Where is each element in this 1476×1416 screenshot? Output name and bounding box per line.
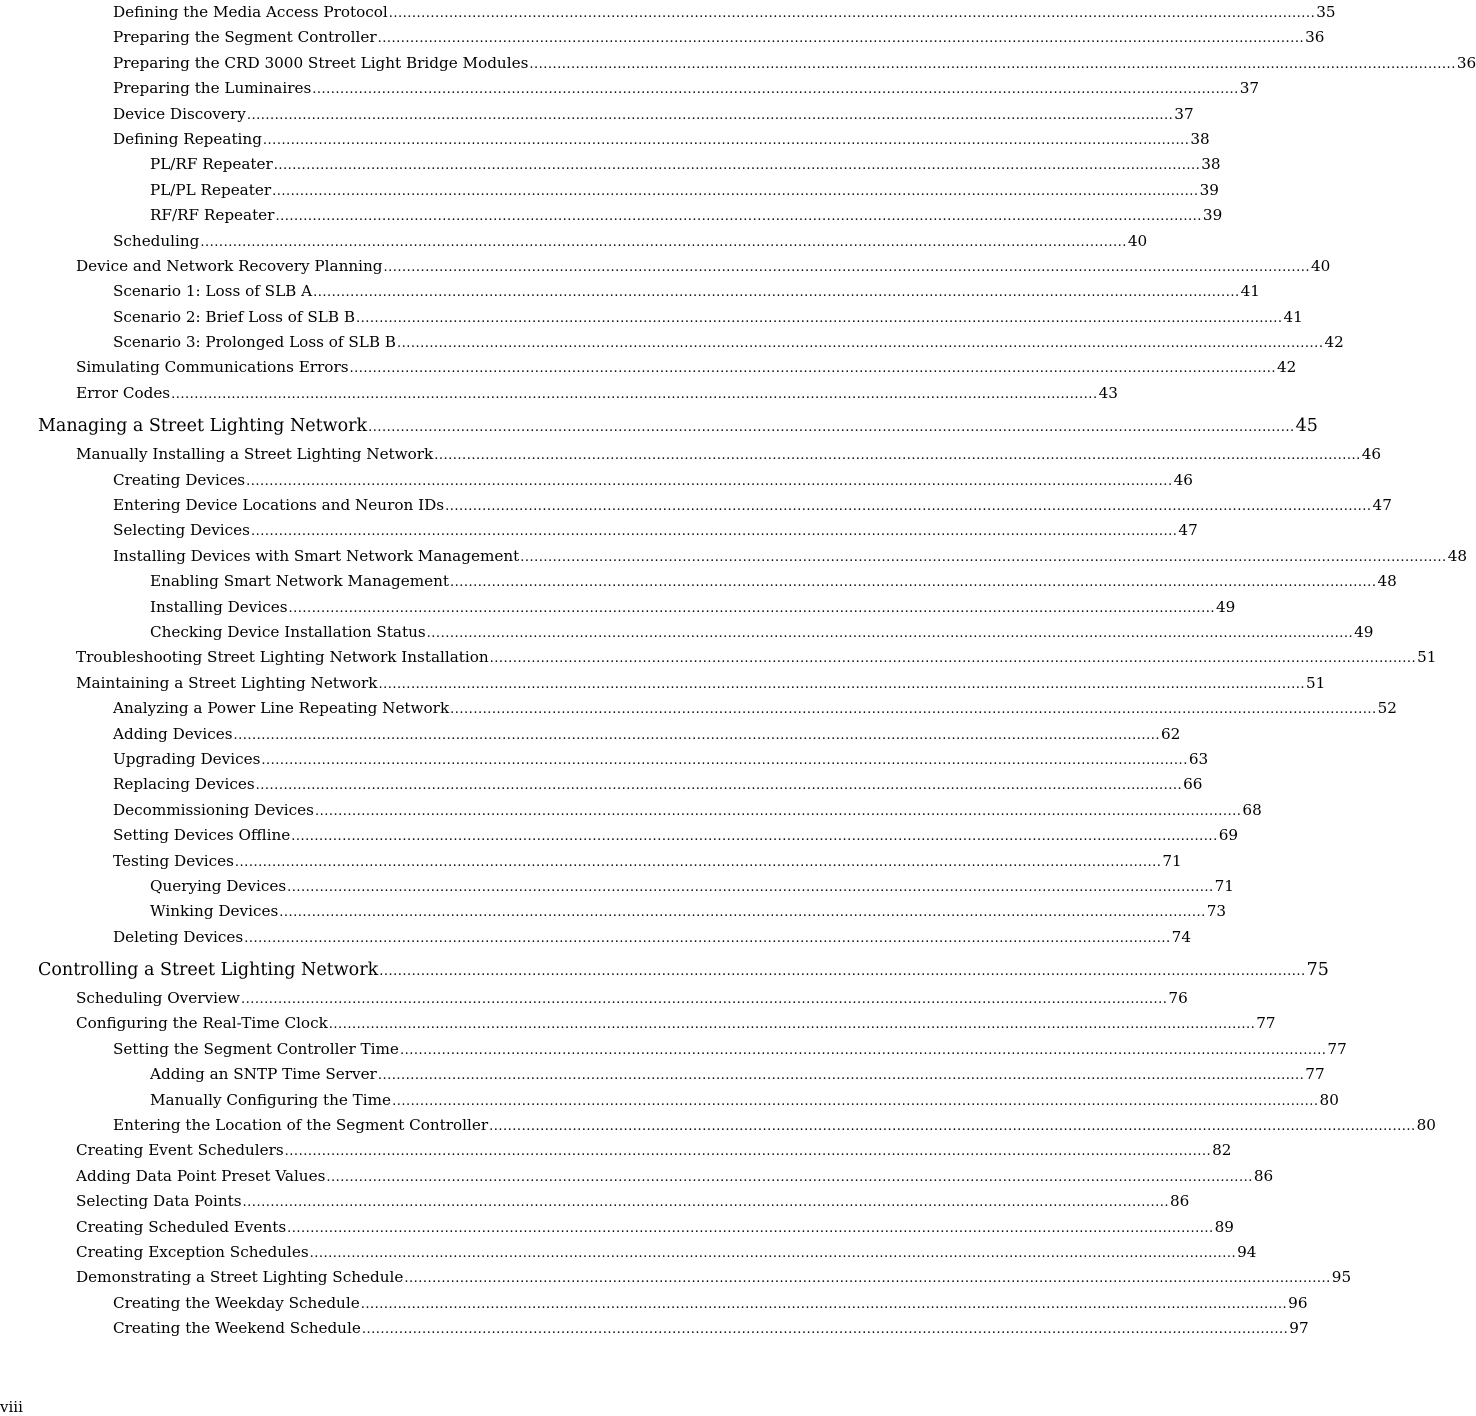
toc-entry[interactable] xyxy=(0,279,1260,304)
toc-entry-title: Manually Installing a Street Lighting Network xyxy=(76,445,434,464)
dot-leader: ........................................................................................................................................................................................................ xyxy=(396,336,1324,352)
dot-leader: ........................................................................................................................................................................................................ xyxy=(326,1169,1253,1185)
toc-entry-page: 38 xyxy=(1201,155,1221,174)
toc-entry-title: Adding an SNTP Time Server xyxy=(150,1065,377,1084)
toc-entry-page: 66 xyxy=(1183,775,1203,794)
dot-leader: ........................................................................................................................................................................................................ xyxy=(240,992,1168,1008)
dot-leader: ........................................................................................................................................................................................................ xyxy=(388,6,1316,21)
toc-entry[interactable] xyxy=(0,645,1437,670)
toc-entry-title: Simulating Communications Errors xyxy=(76,358,349,377)
toc-entry[interactable] xyxy=(0,51,1476,76)
toc-entry-title: Device and Network Recovery Planning xyxy=(76,256,383,275)
toc-entry-page: 51 xyxy=(1305,673,1326,692)
toc-entry-title: Maintaining a Street Lighting Network xyxy=(76,673,378,692)
toc-entry[interactable] xyxy=(0,1011,1276,1036)
dot-leader: ........................................................................................................................................................................................................ xyxy=(171,386,1098,402)
toc-entry[interactable] xyxy=(0,152,1221,177)
toc-entry-title: Manually Configuring the Time xyxy=(150,1090,392,1109)
toc-entry-title: Checking Device Installation Status xyxy=(150,622,426,641)
dot-leader: ........................................................................................................................................................................................................ xyxy=(261,752,1188,768)
dot-leader: ........................................................................................................................................................................................................ xyxy=(383,259,1310,275)
toc-entry-title: Creating Exception Schedules xyxy=(76,1242,309,1261)
toc-entry-page: 47 xyxy=(1372,496,1392,515)
dot-leader: ........................................................................................................................................................................................................ xyxy=(246,107,1174,123)
toc-entry[interactable] xyxy=(0,798,1262,823)
toc-entry-page: 48 xyxy=(1377,572,1397,591)
toc-entry-page: 38 xyxy=(1190,129,1210,148)
dot-leader: ........................................................................................................................................................................................................ xyxy=(377,31,1305,47)
toc-entry-page: 96 xyxy=(1288,1293,1308,1312)
toc-entry-page: 71 xyxy=(1162,851,1182,870)
toc-entry[interactable] xyxy=(0,518,1198,543)
dot-leader: ........................................................................................................................................................................................................ xyxy=(360,1296,1288,1312)
toc-entry-title: Setting the Segment Controller Time xyxy=(113,1039,399,1058)
dot-leader: ........................................................................................................................................................................................................ xyxy=(377,1068,1305,1084)
toc-entry-page: 80 xyxy=(1319,1090,1339,1109)
toc-entry[interactable] xyxy=(0,823,1239,848)
toc-entry[interactable] xyxy=(0,874,1234,899)
toc-entry-title: Scenario 1: Loss of SLB A xyxy=(113,282,313,301)
toc-entry-page: 41 xyxy=(1283,307,1303,326)
toc-entry-title: Scheduling xyxy=(113,231,200,250)
dot-leader: ........................................................................................................................................................................................................ xyxy=(262,132,1190,148)
toc-entry[interactable] xyxy=(0,1291,1308,1316)
toc-entry-title: Querying Devices xyxy=(150,876,287,895)
dot-leader: ........................................................................................................................................................................................................ xyxy=(314,803,1242,819)
dot-leader: ........................................................................................................................................................................................................ xyxy=(288,600,1215,616)
dot-leader: ........................................................................................................................................................................................................ xyxy=(234,854,1162,870)
toc-entry[interactable] xyxy=(0,330,1344,355)
dot-leader: ........................................................................................................................................................................................................ xyxy=(434,448,1361,464)
toc-entry[interactable] xyxy=(0,178,1219,203)
toc-entry-title: Selecting Data Points xyxy=(76,1192,242,1211)
toc-entry-title: Decommissioning Devices xyxy=(113,800,314,819)
toc-entry-page: 77 xyxy=(1305,1065,1325,1084)
toc-entry-page: 77 xyxy=(1256,1014,1276,1033)
toc-entry-title: Device Discovery xyxy=(113,104,246,123)
toc-entry-title: Adding Devices xyxy=(113,724,233,743)
dot-leader: ........................................................................................................................................................................................................ xyxy=(250,524,1178,540)
toc-entry[interactable] xyxy=(0,1164,1274,1189)
dot-leader: ........................................................................................................................................................................................................ xyxy=(378,676,1305,692)
toc-entry-page: 86 xyxy=(1170,1192,1190,1211)
toc-entry-title: Selecting Devices xyxy=(113,521,250,540)
dot-leader: ........................................................................................................................................................................................................ xyxy=(273,158,1201,174)
toc-entry[interactable] xyxy=(0,849,1182,874)
toc-entry-title: Creating Event Schedulers xyxy=(76,1141,284,1160)
toc-entry[interactable] xyxy=(0,899,1227,924)
toc-entry-page: 51 xyxy=(1417,648,1437,667)
toc-entry-page: 71 xyxy=(1214,876,1234,895)
toc-entry-title: Upgrading Devices xyxy=(113,749,261,768)
toc-entry[interactable] xyxy=(0,772,1203,797)
toc-entry-page: 46 xyxy=(1361,445,1382,464)
toc-entry-page: 35 xyxy=(1316,3,1336,21)
toc-entry-title: Troubleshooting Street Lighting Network Installation xyxy=(76,648,489,667)
toc-entry-page: 52 xyxy=(1377,699,1397,718)
toc-entry-title: Preparing the Segment Controller xyxy=(113,28,377,47)
toc-entry-page: 37 xyxy=(1174,104,1194,123)
toc-entry[interactable] xyxy=(0,671,1326,696)
toc-entry-title: Scenario 3: Prolonged Loss of SLB B xyxy=(113,333,396,352)
toc-entry-page: 36 xyxy=(1305,28,1325,47)
toc-entry[interactable] xyxy=(0,76,1260,101)
dot-leader: ........................................................................................................................................................................................................ xyxy=(404,1271,1331,1287)
toc-entry[interactable] xyxy=(0,1316,1309,1341)
toc-entry-title: Configuring the Real-Time Clock xyxy=(76,1014,328,1033)
dot-leader: ........................................................................................................................................................................................................ xyxy=(445,499,1372,515)
toc-entry-title: Defining Repeating xyxy=(113,129,262,148)
toc-entry[interactable] xyxy=(0,1088,1339,1113)
toc-entry[interactable] xyxy=(0,747,1209,772)
toc-entry-title: Analyzing a Power Line Repeating Network xyxy=(113,699,450,718)
toc-entry-title: Setting Devices Offline xyxy=(113,826,291,845)
toc-entry-page: 36 xyxy=(1456,53,1476,72)
toc-entry-page: 42 xyxy=(1276,358,1297,377)
toc-entry-page: 68 xyxy=(1242,800,1262,819)
toc-entry[interactable] xyxy=(0,722,1181,747)
toc-entry-page: 95 xyxy=(1331,1268,1352,1287)
dot-leader: ........................................................................................................................................................................................................ xyxy=(242,1195,1170,1211)
toc-chapter-entry[interactable] xyxy=(0,957,1329,984)
dot-leader: ........................................................................................................................................................................................................ xyxy=(309,1245,1237,1261)
toc-entry[interactable] xyxy=(0,1189,1190,1214)
dot-leader: ........................................................................................................................................................................................................ xyxy=(450,702,1377,718)
dot-leader: ........................................................................................................................................................................................................ xyxy=(284,1144,1212,1160)
toc-entry-page: 69 xyxy=(1218,826,1239,845)
dot-leader: ........................................................................................................................................................................................................ xyxy=(287,879,1214,895)
toc-entry-title: Error Codes xyxy=(76,383,171,402)
toc-entry-title: Scheduling Overview xyxy=(76,989,240,1008)
toc-entry-page: 40 xyxy=(1310,256,1331,275)
toc-entry-title: Winking Devices xyxy=(150,902,279,921)
toc-entry-page: 89 xyxy=(1214,1217,1234,1236)
toc-entry-title: Controlling a Street Lighting Network xyxy=(38,960,379,981)
dot-leader: ........................................................................................................................................................................................................ xyxy=(529,56,1456,72)
toc-entry-title: Installing Devices xyxy=(150,597,288,616)
dot-leader: ........................................................................................................................................................................................................ xyxy=(246,473,1173,489)
dot-leader: ........................................................................................................................................................................................................ xyxy=(255,778,1183,794)
toc-entry-page: 86 xyxy=(1253,1166,1274,1185)
toc-entry-title: Installing Devices with Smart Network Management xyxy=(113,546,520,565)
toc-entry-page: 42 xyxy=(1324,333,1344,352)
toc-entry[interactable] xyxy=(0,0,1336,25)
toc-chapter-entry[interactable] xyxy=(0,413,1318,440)
toc-entry[interactable] xyxy=(0,696,1397,721)
toc-entry[interactable] xyxy=(0,1037,1347,1062)
toc-entry-page: 94 xyxy=(1237,1242,1257,1261)
toc-entry-page: 76 xyxy=(1168,989,1188,1008)
toc-entry-title: Deleting Devices xyxy=(113,927,244,946)
toc-entry[interactable] xyxy=(0,1265,1352,1290)
toc-entry-page: 80 xyxy=(1416,1116,1436,1135)
dot-leader: ........................................................................................................................................................................................................ xyxy=(272,183,1199,199)
toc-entry[interactable] xyxy=(0,1062,1325,1087)
dot-leader: ........................................................................................................................................................................................................ xyxy=(361,1322,1289,1338)
toc-entry-title: PL/PL Repeater xyxy=(150,180,272,199)
toc-entry-page: 46 xyxy=(1173,470,1193,489)
dot-leader: ........................................................................................................................................................................................................ xyxy=(426,625,1354,641)
toc-entry-page: 49 xyxy=(1354,622,1374,641)
toc-entry-title: Defining the Media Access Protocol xyxy=(113,3,388,21)
dot-leader: ........................................................................................................................................................................................................ xyxy=(349,361,1276,377)
toc-entry-page: 74 xyxy=(1171,927,1191,946)
toc-entry[interactable] xyxy=(0,544,1468,569)
toc-entry-page: 45 xyxy=(1295,416,1318,437)
dot-leader: ........................................................................................................................................................................................................ xyxy=(489,1119,1416,1135)
dot-leader: ........................................................................................................................................................................................................ xyxy=(328,1017,1256,1033)
toc-entry[interactable] xyxy=(0,1113,1436,1138)
toc-entry-title: Enabling Smart Network Management xyxy=(150,572,449,591)
dot-leader: ........................................................................................................................................................................................................ xyxy=(368,420,1295,436)
toc-entry-title: PL/RF Repeater xyxy=(150,155,273,174)
dot-leader: ........................................................................................................................................................................................................ xyxy=(379,964,1306,980)
toc-entry-page: 37 xyxy=(1239,79,1260,98)
toc-entry-title: Entering Device Locations and Neuron IDs xyxy=(113,496,445,515)
toc-entry[interactable] xyxy=(0,127,1210,152)
toc-entry[interactable] xyxy=(0,925,1191,950)
toc-entry-title: Testing Devices xyxy=(113,851,234,870)
dot-leader: ........................................................................................................................................................................................................ xyxy=(449,575,1377,591)
toc-entry-page: 48 xyxy=(1447,546,1468,565)
toc-entry-title: Creating the Weekend Schedule xyxy=(113,1319,361,1338)
dot-leader: ........................................................................................................................................................................................................ xyxy=(291,829,1218,845)
toc-entry-title: Entering the Location of the Segment Controller xyxy=(113,1116,489,1135)
toc-entry-title: Creating the Weekday Schedule xyxy=(113,1293,360,1312)
toc-entry[interactable] xyxy=(0,1240,1257,1265)
dot-leader: ........................................................................................................................................................................................................ xyxy=(200,234,1127,250)
toc-entry[interactable] xyxy=(0,102,1194,127)
toc-entry-page: 41 xyxy=(1240,282,1260,301)
dot-leader: ........................................................................................................................................................................................................ xyxy=(312,82,1239,98)
dot-leader: ........................................................................................................................................................................................................ xyxy=(392,1093,1319,1109)
toc-entry[interactable] xyxy=(0,1215,1234,1240)
dot-leader: ........................................................................................................................................................................................................ xyxy=(399,1042,1327,1058)
toc-entry-title: Managing a Street Lighting Network xyxy=(38,416,368,437)
toc-entry-title: Preparing the Luminaires xyxy=(113,79,312,98)
toc-entry[interactable] xyxy=(0,620,1374,645)
dot-leader: ........................................................................................................................................................................................................ xyxy=(287,1220,1214,1236)
toc-entry-title: Demonstrating a Street Lighting Schedule xyxy=(76,1268,404,1287)
toc-entry-page: 39 xyxy=(1202,206,1223,225)
toc-entry[interactable] xyxy=(0,595,1236,620)
toc-entry[interactable] xyxy=(0,468,1193,493)
toc-entry-title: Preparing the CRD 3000 Street Light Bridge Modules xyxy=(113,53,529,72)
toc-entry-page: 82 xyxy=(1212,1141,1232,1160)
toc-entry[interactable] xyxy=(0,203,1223,228)
toc-entry-title: Replacing Devices xyxy=(113,775,255,794)
toc-entry-page: 62 xyxy=(1160,724,1181,743)
dot-leader: ........................................................................................................................................................................................................ xyxy=(279,905,1206,921)
toc-entry[interactable] xyxy=(0,1138,1232,1163)
toc-entry[interactable] xyxy=(0,986,1188,1011)
dot-leader: ........................................................................................................................................................................................................ xyxy=(313,285,1240,301)
toc-entry-page: 63 xyxy=(1188,749,1209,768)
page-number: viii xyxy=(0,1398,23,1416)
dot-leader: ........................................................................................................................................................................................................ xyxy=(356,310,1283,326)
dot-leader: ........................................................................................................................................................................................................ xyxy=(233,727,1160,743)
toc-entry-page: 75 xyxy=(1306,960,1329,981)
toc-entry[interactable] xyxy=(0,493,1392,518)
toc-entry[interactable] xyxy=(0,381,1118,406)
toc-entry-page: 43 xyxy=(1098,383,1118,402)
toc-entry[interactable] xyxy=(0,569,1397,594)
toc-entry[interactable] xyxy=(0,355,1297,380)
toc-entry[interactable] xyxy=(0,305,1303,330)
toc-entry-page: 49 xyxy=(1216,597,1236,616)
toc-entry-page: 39 xyxy=(1199,180,1219,199)
dot-leader: ........................................................................................................................................................................................................ xyxy=(275,209,1202,225)
toc-entry-page: 40 xyxy=(1127,231,1148,250)
toc-entry-title: Adding Data Point Preset Values xyxy=(76,1166,326,1185)
toc-entry-page: 47 xyxy=(1178,521,1198,540)
toc-entry[interactable] xyxy=(0,254,1331,279)
toc-entry-page: 77 xyxy=(1327,1039,1347,1058)
toc-entry-page: 73 xyxy=(1206,902,1227,921)
toc-entry-title: Creating Devices xyxy=(113,470,246,489)
toc-entry-title: RF/RF Repeater xyxy=(150,206,275,225)
dot-leader: ........................................................................................................................................................................................................ xyxy=(489,651,1417,667)
dot-leader: ........................................................................................................................................................................................................ xyxy=(244,930,1171,946)
toc-entry-page: 97 xyxy=(1289,1319,1309,1338)
toc-entry-title: Scenario 2: Brief Loss of SLB B xyxy=(113,307,356,326)
toc-entry[interactable] xyxy=(0,442,1382,467)
dot-leader: ........................................................................................................................................................................................................ xyxy=(520,549,1447,565)
toc-entry[interactable] xyxy=(0,25,1325,50)
toc-entry[interactable] xyxy=(0,229,1148,254)
toc-entry-title: Creating Scheduled Events xyxy=(76,1217,287,1236)
